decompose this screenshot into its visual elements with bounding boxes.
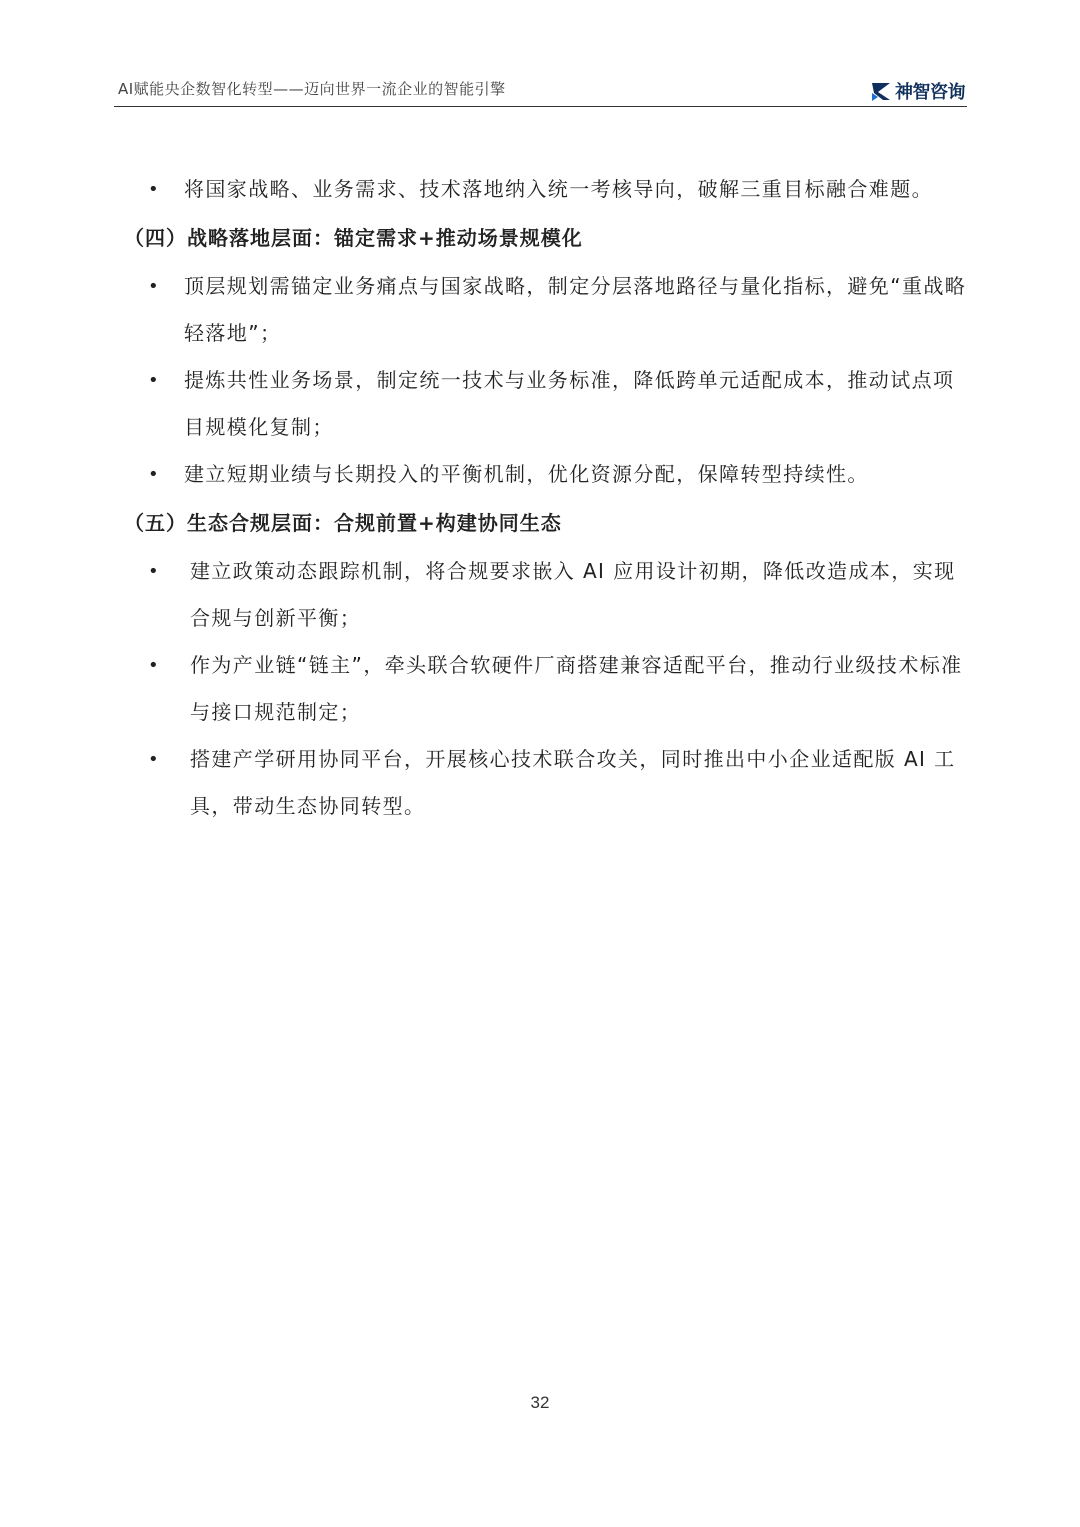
section-heading-5: （五）生态合规层面：合规前置+构建协同生态 <box>124 511 562 535</box>
bullet-icon: • <box>148 561 161 582</box>
list-item <box>124 263 969 357</box>
logo-text: 神智咨询 <box>895 82 965 103</box>
list-item-text: 顶层规划需锚定业务痛点与国家战略，制定分层落地路径与量化指标，避免“重战略轻落地”； <box>184 274 967 345</box>
bullet-icon: • <box>148 464 161 485</box>
section-heading-4: （四）战略落地层面：锚定需求+推动场景规模化 <box>124 226 583 250</box>
list-item <box>124 166 969 213</box>
bullet-icon: • <box>148 179 161 200</box>
list-item-text: 建立政策动态跟踪机制，将合规要求嵌入 AI 应用设计初期，降低改造成本，实现合规与创新平衡； <box>190 559 956 630</box>
page-header <box>114 72 967 107</box>
bullet-icon: • <box>148 749 161 770</box>
list-item-text: 建立短期业绩与长期投入的平衡机制，优化资源分配，保障转型持续性。 <box>184 462 869 486</box>
list-item-text: 作为产业链“链主”，牵头联合软硬件厂商搭建兼容适配平台，推动行业级技术标准与接口规范制定； <box>190 653 963 724</box>
list-item <box>124 548 969 642</box>
company-logo <box>869 78 965 104</box>
page-number: 32 <box>530 1393 550 1412</box>
list-item <box>124 642 969 736</box>
list-item <box>124 736 969 830</box>
list-item <box>124 451 969 498</box>
header-title: AI赋能央企数智化转型——迈向世界一流企业的智能引擎 <box>118 80 506 98</box>
list-item-text: 提炼共性业务场景，制定统一技术与业务标准，降低跨单元适配成本，推动试点项目规模化复制； <box>184 368 955 439</box>
document-body <box>124 166 969 830</box>
list-item <box>124 357 969 451</box>
logo-mark-icon <box>869 79 893 103</box>
bullet-icon: • <box>148 276 161 297</box>
list-item-text: 搭建产学研用协同平台，开展核心技术联合攻关，同时推出中小企业适配版 AI 工具，带动生态协同转型。 <box>190 747 956 818</box>
bullet-icon: • <box>148 370 161 391</box>
list-item-text: 将国家战略、业务需求、技术落地纳入统一考核导向，破解三重目标融合难题。 <box>184 177 933 201</box>
bullet-icon: • <box>148 655 161 676</box>
